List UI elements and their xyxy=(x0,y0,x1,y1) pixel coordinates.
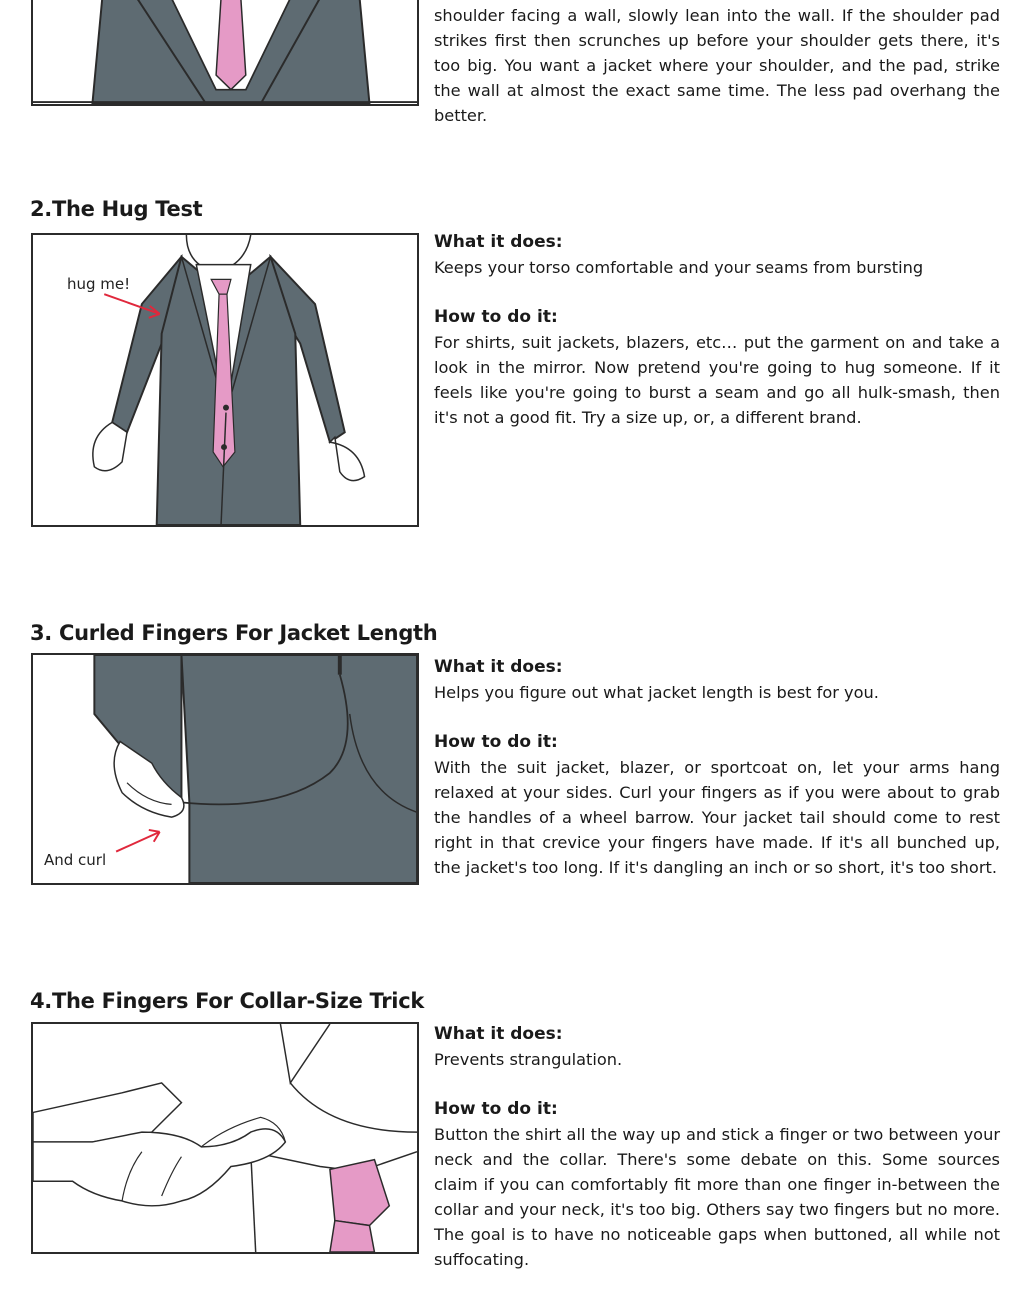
and-curl-annotation: And curl xyxy=(44,851,107,869)
section2-heading: 2.The Hug Test xyxy=(30,197,203,221)
section3-what-text: Helps you figure out what jacket length is best for you. xyxy=(434,683,879,702)
section1-body: shoulder facing a wall, slowly lean into the wall. If the shoulder pad strikes first then scrunches up before your shoulder gets there, it's too big. You want a jacket where your shoulder, and the pad, strike the wall at almost the exact same time. The less pad overhang the better. xyxy=(434,6,1000,125)
section4-text xyxy=(434,1022,1000,1272)
section2-how-label: How to do it: xyxy=(434,307,558,327)
section3-how-label: How to do it: xyxy=(434,732,558,752)
section4-heading: 4.The Fingers For Collar-Size Trick xyxy=(30,989,425,1013)
section2-how-text: For shirts, suit jackets, blazers, etc… put the garment on and take a look in the mirror. Now pretend you're going to hug someone. If it feels like you're going to burst a seam and go all hulk-smash, then it's not a good fit. Try a size up, or, a different brand. xyxy=(434,333,1000,427)
section3-what-label: What it does: xyxy=(434,657,563,677)
section4-how-label: How to do it: xyxy=(434,1099,558,1119)
section3-how-text: With the suit jacket, blazer, or sportcoat on, let your arms hang relaxed at your sides. Curl your fingers as if you were about to grab the handles of a wheel barrow. Your jacket tail should come to rest right in that crevice your fingers have made. If it's all bunched up, the jacket's too long. If it's dangling an inch or so short, it's too short. xyxy=(434,758,1000,877)
hug-me-annotation: hug me! xyxy=(67,275,131,293)
section4-what-text: Prevents strangulation. xyxy=(434,1050,623,1069)
section1-text xyxy=(434,3,1000,128)
section3-heading: 3. Curled Fingers For Jacket Length xyxy=(30,621,438,645)
section4-what-label: What it does: xyxy=(434,1024,563,1044)
illustration-shoulder-test xyxy=(31,0,419,106)
illustration-collar-size xyxy=(31,1022,419,1254)
section2-what-text: Keeps your torso comfortable and your seams from bursting xyxy=(434,258,924,277)
section2-what-label: What it does: xyxy=(434,232,563,252)
section2-text xyxy=(434,230,1000,430)
section4-how-text: Button the shirt all the way up and stick a finger or two between your neck and the collar. There's some debate on this. Some sources claim if you can comfortably fit more than one finger in-between the collar and your neck, it's too big. Others say two fingers but no more. The goal is to have no noticeable gaps when buttoned, all while not suffocating. xyxy=(434,1125,1000,1269)
section3-text xyxy=(434,655,1000,880)
